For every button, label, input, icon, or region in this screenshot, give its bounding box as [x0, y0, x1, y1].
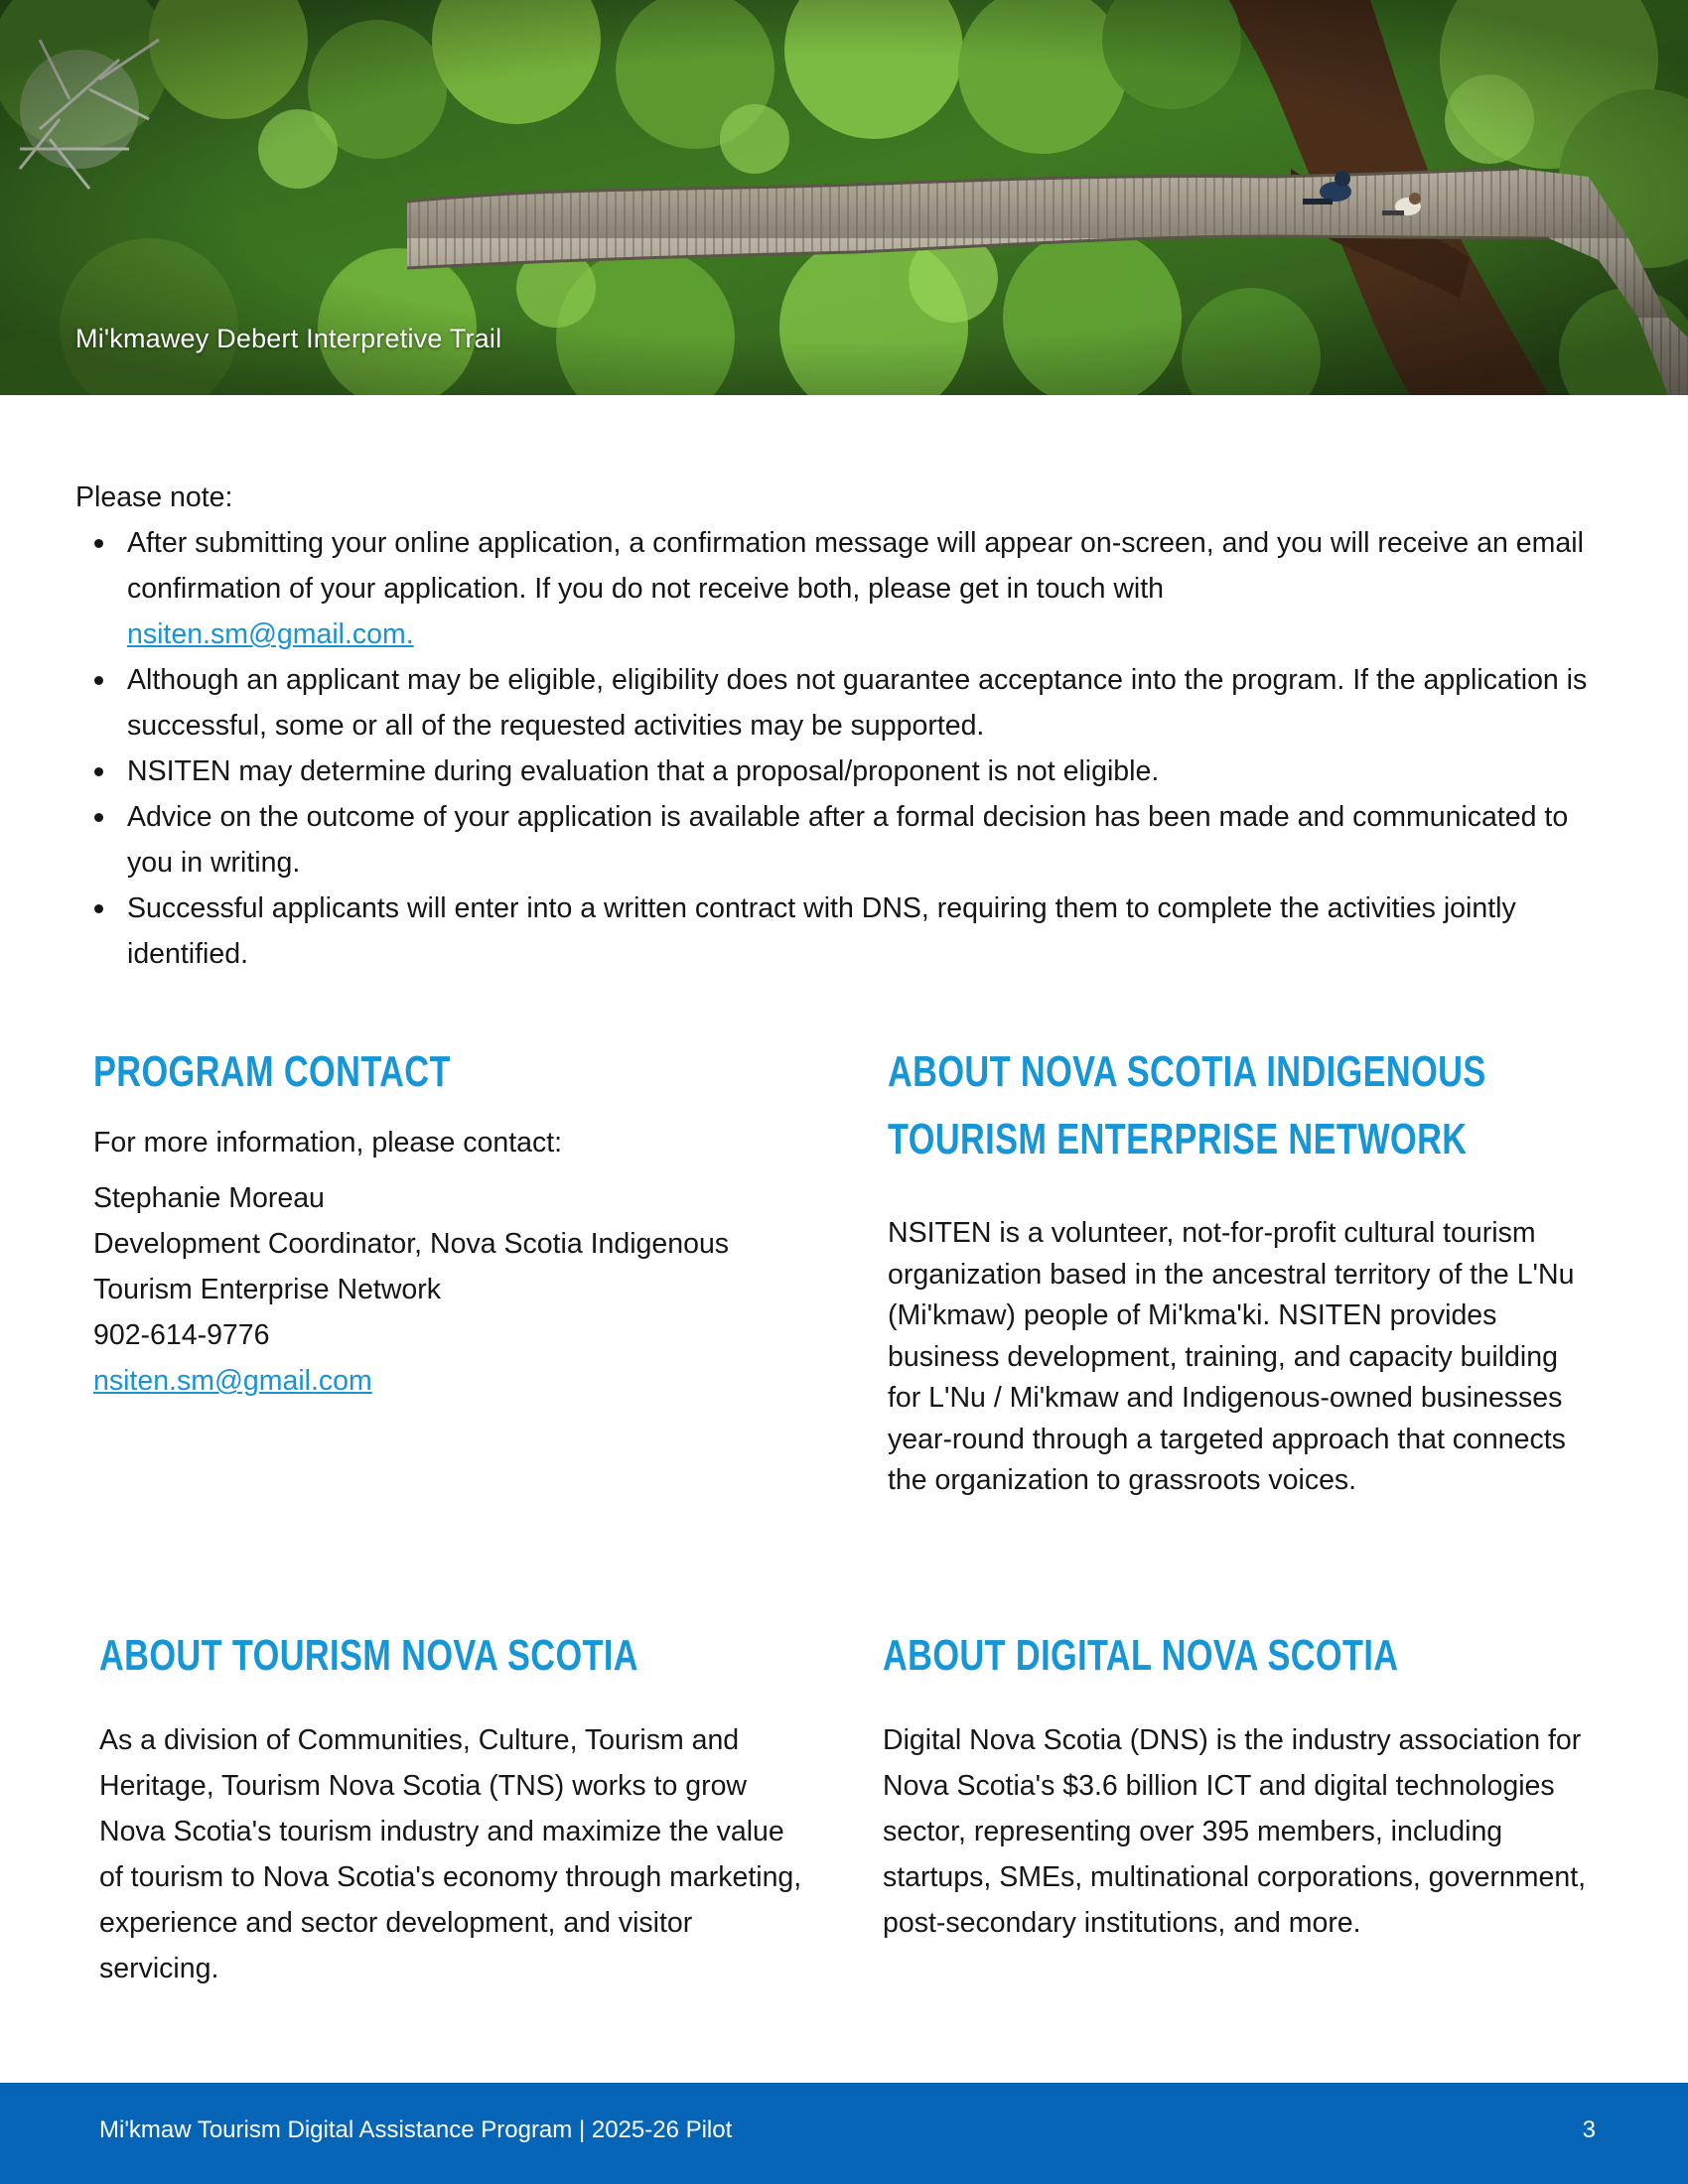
about-nsiten-section — [888, 1038, 1603, 1502]
contact-name: Stephanie Moreau — [93, 1182, 325, 1214]
notes-heading: Please note: — [75, 481, 233, 513]
note-item — [75, 749, 1595, 794]
contact-phone: 902-614-9776 — [93, 1319, 270, 1351]
contact-title-line1: Development Coordinator, Nova Scotia Indigenous — [93, 1228, 730, 1260]
page-number: 3 — [1582, 2116, 1596, 2143]
page-footer — [0, 2083, 1688, 2184]
note-text: NSITEN may determine during evaluation that a proposal/proponent is not eligible. — [127, 755, 1160, 787]
footer-title: Mi'kmaw Tourism Digital Assistance Program | 2025-26 Pilot — [99, 2116, 733, 2143]
contact-email-link[interactable]: nsiten.sm@gmail.com — [93, 1365, 372, 1397]
about-nsiten-body: NSITEN is a volunteer, not-for-profit cultural tourism organization based in the ancestral territory of the L'Nu (Mi'kmaw) people of Mi'kma'ki. NSITEN provides business development, training, and capacity building for L'Nu / Mi'kmaw and Indigenous-owned businesses year-round through a targeted approach that connects the organization to grassroots voices. — [888, 1217, 1575, 1496]
about-dns-body: Digital Nova Scotia (DNS) is the industry association for Nova Scotia's $3.6 billion ICT and digital technologies sector, representing over 395 members, including startups, SMEs, multinational corporations, government, post-secondary institutions, and more. — [883, 1724, 1587, 1939]
about-nsiten-heading-line2: TOURISM ENTERPRISE NETWORK — [888, 1115, 1468, 1163]
about-tns-section — [99, 1622, 806, 1991]
notes-list — [75, 520, 1595, 977]
note-text: After submitting your online application, a confirmation message will appear on-screen, and you will receive an email confirmation of your application. If you do not receive both, please get in touch with — [127, 527, 1584, 605]
contact-intro: For more information, please contact: — [93, 1127, 563, 1159]
program-contact-heading: PROGRAM CONTACT — [93, 1047, 451, 1096]
note-text: Successful applicants will enter into a written contract with DNS, requiring them to complete the activities jointly identified. — [127, 892, 1516, 970]
note-email-link[interactable]: nsiten.sm@gmail.com. — [127, 618, 414, 650]
note-text: Advice on the outcome of your application is available after a formal decision has been made and communicated to you in writing. — [127, 801, 1569, 879]
hero-image — [0, 0, 1688, 395]
notes-section — [75, 475, 1595, 977]
contact-title-line2: Tourism Enterprise Network — [93, 1274, 442, 1305]
note-item — [75, 886, 1595, 977]
contact-details — [93, 1175, 808, 1404]
note-item — [75, 657, 1595, 749]
hero-caption: Mi'kmawey Debert Interpretive Trail — [75, 324, 502, 353]
about-dns-section — [883, 1622, 1598, 1946]
note-text: Although an applicant may be eligible, eligibility does not guarantee acceptance into the program. If the application is successful, some or all of the requested activities may be supported. — [127, 664, 1588, 742]
about-nsiten-heading-line1: ABOUT NOVA SCOTIA INDIGENOUS — [888, 1047, 1486, 1096]
program-contact-section — [93, 1038, 808, 1404]
about-tns-body: As a division of Communities, Culture, Tourism and Heritage, Tourism Nova Scotia (TNS) works to grow Nova Scotia's tourism industry and maximize the value of tourism to Nova Scotia's economy through marketing, experience and sector development, and visitor servicing. — [99, 1724, 802, 1984]
note-item — [75, 794, 1595, 886]
note-item — [75, 520, 1595, 657]
about-tns-heading: ABOUT TOURISM NOVA SCOTIA — [99, 1631, 638, 1680]
about-dns-heading: ABOUT DIGITAL NOVA SCOTIA — [883, 1631, 1399, 1680]
